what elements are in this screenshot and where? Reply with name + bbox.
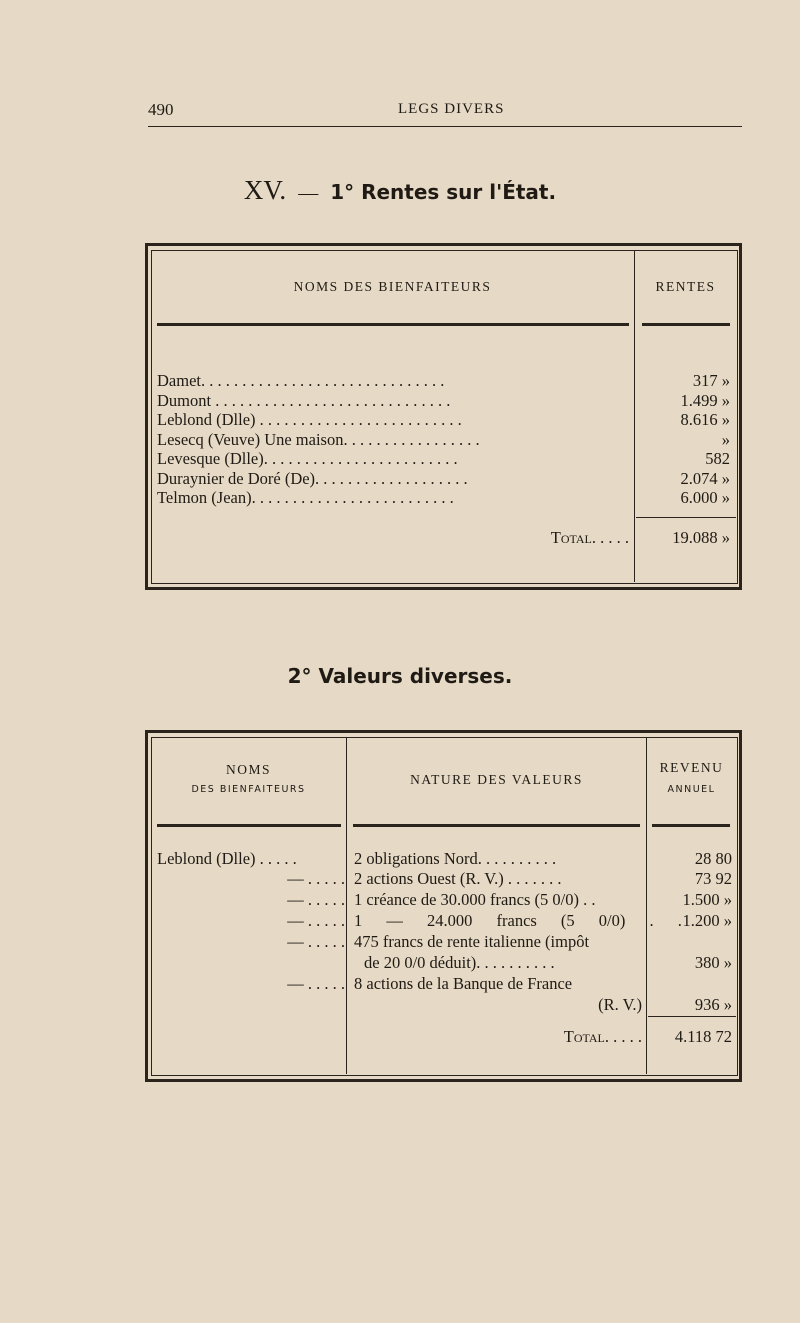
header-names: NOMS DES BIENFAITEURS [293,279,492,294]
header-underline-revenu [652,824,730,827]
table-row-value: 317 » [692,371,730,390]
table-row-value: 8.616 » [680,410,730,429]
column-divider [634,250,635,582]
table-row-value: 73 92 [694,869,732,888]
header-underline-rentes [642,323,730,326]
total-rule [648,1016,736,1017]
title-dash: — [298,182,319,204]
table-row-name: — . . . . . [287,932,345,951]
table-row-nature: 2 actions Ouest (R. V.) . . . . . . . [354,869,562,888]
table-row-name: Dumont . . . . . . . . . . . . . . . . . . . . . . . . . . . . . [157,390,451,410]
table-row-value: 28 80 [694,849,732,868]
table-bottom-border [145,1079,742,1082]
table-left-border [145,243,148,590]
table-row-value: 1.500 » [682,890,732,909]
table-row-name: — . . . . . [287,911,345,930]
table-row-name: Leblond (Dlle) . . . . . . . . . . . . . . . . . . . . . . . . . [157,410,462,429]
table-row-value: 2.074 » [680,468,730,488]
header-names-sub: DES BIENFAITEURS [191,784,306,795]
header-underline-nature [353,824,640,827]
table-right-border [739,243,742,590]
header-rentes: RENTES [655,279,716,294]
table-row-name: — . . . . . [287,869,345,888]
table-row-name: Damet. . . . . . . . . . . . . . . . . . . . . . . . . . . . . . [157,371,445,390]
valeurs-table [145,730,742,1082]
running-head-title: LEGS DIVERS [398,101,505,117]
table-row-nature-cont: (R. V.) [598,995,642,1014]
table-row-name: Leblond (Dlle) . . . . . [157,849,297,868]
header-revenu: REVENU [659,760,724,775]
table-row-name: — . . . . . [287,890,345,909]
section1-title [0,175,800,206]
table-row-nature: 1 créance de 30.000 francs (5 0/0) . . [354,890,596,909]
total-label: Total. . . . . [550,528,629,547]
section2-title: 2° Valeurs diverses. [287,664,513,688]
table-row-nature: 475 francs de rente italienne (impôt [354,932,590,951]
table-row-value: 582 [705,449,730,468]
rentes-values-list [637,371,730,508]
table-right-border [739,730,742,1082]
table-row-nature: 8 actions de la Banque de France [354,974,573,993]
table-left-border [145,730,148,1082]
section-roman-numeral: XV. [243,175,287,205]
header-rule [148,126,742,127]
total-label: Total. . . . . [563,1027,642,1046]
table-row-name: — . . . . . [287,974,345,993]
total-rule [636,517,736,518]
table-row-value: 1.499 » [680,390,730,410]
table-row-value: 6.000 » [680,488,730,507]
page-number: 490 [148,100,174,119]
header-underline-names [157,824,341,827]
header-underline-names [157,323,629,326]
table-top-border [145,243,742,246]
table-row-name: Lesecq (Veuve) Une maison. . . . . . . . . . . . . . . . . [157,429,480,449]
table-row-nature: 1 — 24.000 francs (5 0/0) . . [354,911,682,930]
section1-subtitle: 1° Rentes sur l'État. [330,180,557,204]
table-row-value: » [721,429,730,449]
rentes-table [145,243,742,590]
table-row-value: 936 » [694,995,732,1014]
rentes-names-list [157,371,632,508]
table-top-border [145,730,742,733]
table-row-value: 380 » [694,953,732,972]
table-row-name: Duraynier de Doré (De). . . . . . . . . . . . . . . . . . . [157,468,468,488]
header-nature: NATURE DES VALEURS [410,772,583,787]
table-bottom-border [145,587,742,590]
table-row-nature-cont: de 20 0/0 déduit). . . . . . . . . . [364,953,555,972]
total-value: 19.088 » [672,528,730,547]
header-names: NOMS [225,762,271,777]
table-row-name: Telmon (Jean). . . . . . . . . . . . . . . . . . . . . . . . . [157,488,454,507]
header-revenu-sub: ANNUEL [667,784,716,795]
total-value: 4.118 72 [674,1027,732,1046]
table-row-name: Levesque (Dlle). . . . . . . . . . . . . . . . . . . . . . . . [157,449,458,468]
table-row-nature: 2 obligations Nord. . . . . . . . . . [354,849,557,868]
table-row-value: 1.200 » [682,911,732,930]
